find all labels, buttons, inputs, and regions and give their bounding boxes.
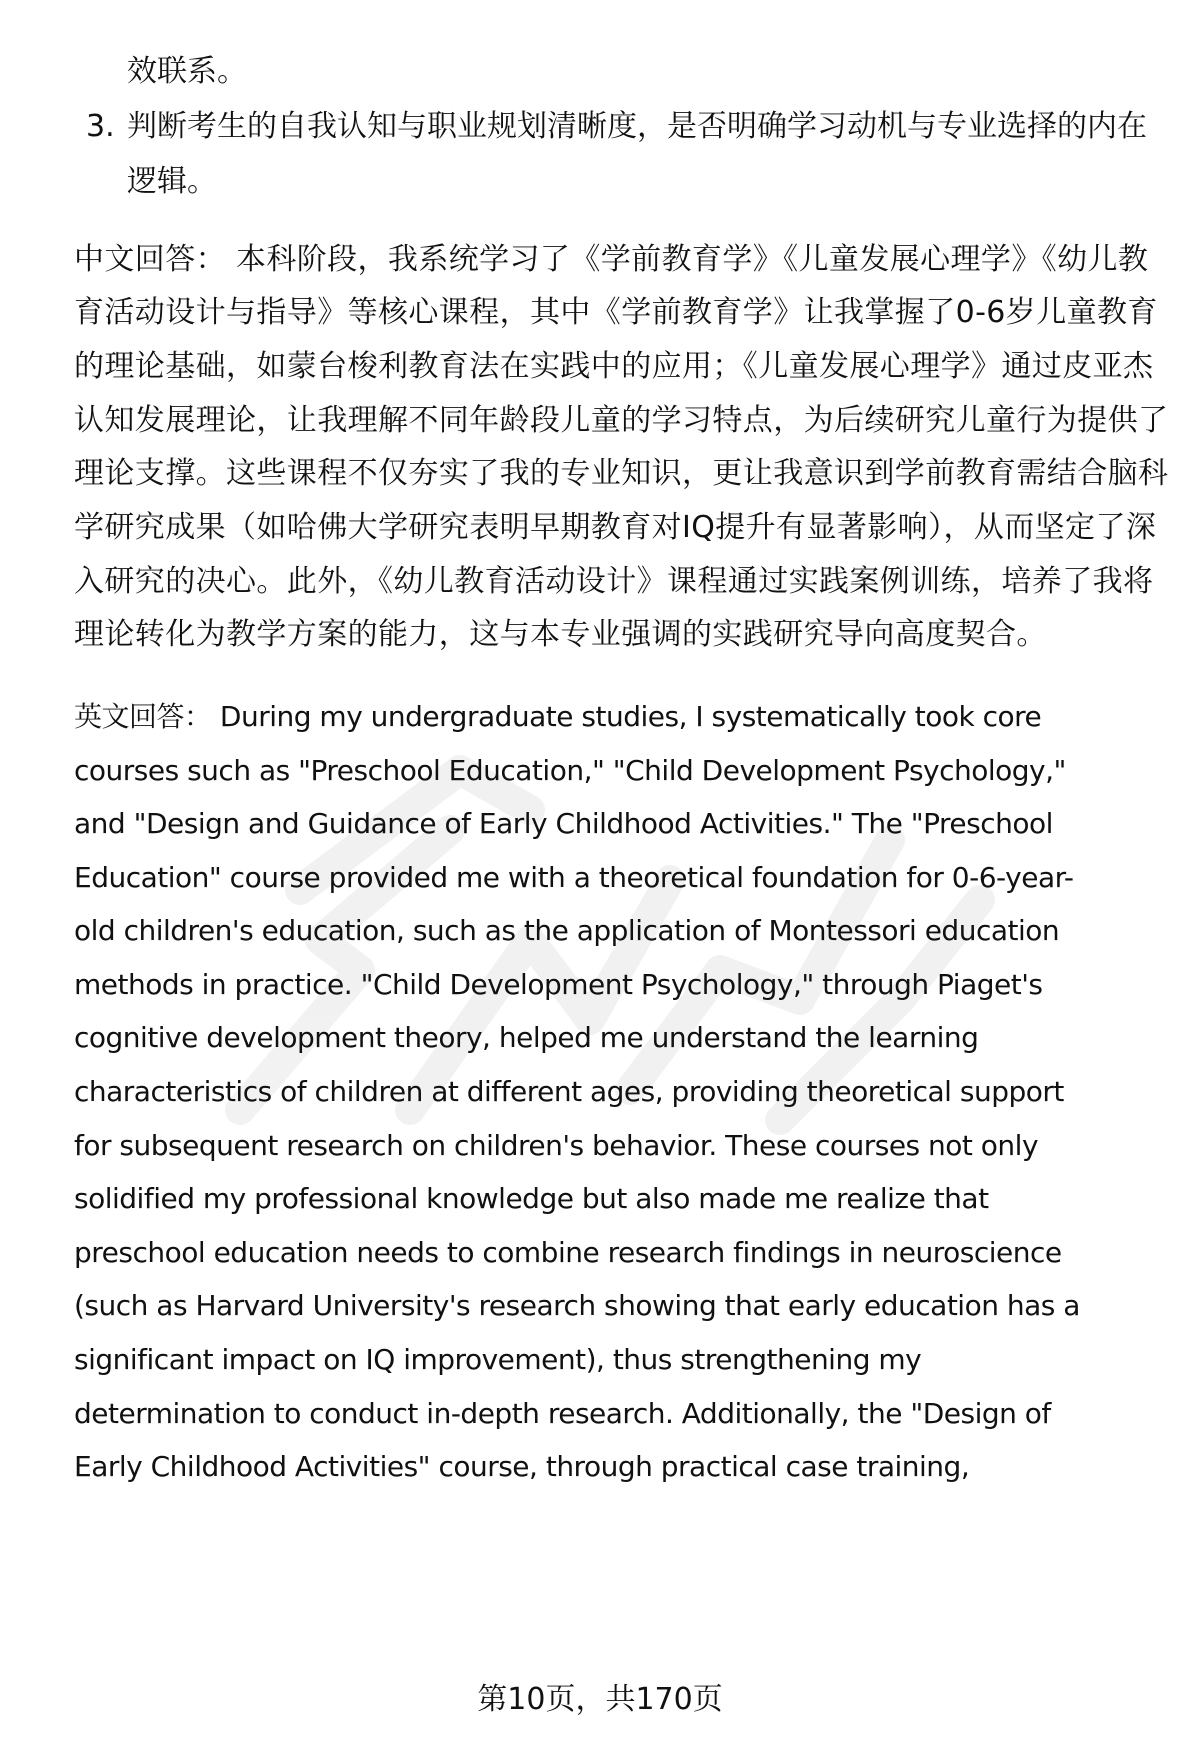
english-answer-line: solidified my professional knowledge but also made me realize that <box>74 1182 989 1215</box>
chinese-answer-line: 理论支撑。这些课程不仅夯实了我的专业知识，更让我意识到学前教育需结合脑科 <box>74 456 1169 491</box>
chinese-answer-line: 理论转化为教学方案的能力，这与本专业强调的实践研究导向高度契合。 <box>74 617 1047 652</box>
english-answer-line: determination to conduct in-depth research. Additionally, the "Design of <box>74 1397 1051 1430</box>
english-answer-line: for subsequent research on children's behavior. These courses not only <box>74 1129 1039 1162</box>
english-answer-line: old children's education, such as the application of Montessori education <box>74 914 1060 947</box>
item3-line: 判断考生的自我认知与职业规划清晰度，是否明确学习动机与专业选择的内在 <box>127 109 1147 144</box>
english-answer-line: (such as Harvard University's research showing that early education has a <box>74 1289 1080 1322</box>
chinese-answer-line: 的理论基础，如蒙台梭利教育法在实践中的应用；《儿童发展心理学》通过皮亚杰 <box>74 349 1154 384</box>
english-answer-line: cognitive development theory, helped me understand the learning <box>74 1021 979 1054</box>
english-answer-line: Early Childhood Activities" course, through practical case training, <box>74 1450 970 1483</box>
english-answer-line: courses such as "Preschool Education," "Child Development Psychology," <box>74 754 1066 787</box>
item3-line: 逻辑。 <box>127 164 217 199</box>
chinese-answer-line: 学研究成果（如哈佛大学研究表明早期教育对IQ提升有显著影响），从而坚定了深 <box>74 510 1157 545</box>
english-answer-line: methods in practice. "Child Development Psychology," through Piaget's <box>74 968 1043 1001</box>
english-answer-line: 英文回答： During my undergraduate studies, I systematically took core <box>74 700 1042 733</box>
item2-continuation: 效联系。 <box>127 54 247 89</box>
english-answer-line: Education" course provided me with a theoretical foundation for 0-6-year- <box>74 861 1074 894</box>
english-answer-line: characteristics of children at different ages, providing theoretical support <box>74 1075 1064 1108</box>
english-answer-line: preschool education needs to combine research findings in neuroscience <box>74 1236 1062 1269</box>
chinese-answer-line: 认知发展理论，让我理解不同年龄段儿童的学习特点，为后续研究儿童行为提供了 <box>74 403 1169 438</box>
page-indicator: 第10页，共170页 <box>477 1682 723 1717</box>
english-answer-line: significant impact on IQ improvement), thus strengthening my <box>74 1343 922 1376</box>
item3-number: 3. <box>86 109 115 144</box>
chinese-answer-line: 育活动设计与指导》等核心课程，其中《学前教育学》让我掌握了0-6岁儿童教育 <box>74 295 1158 330</box>
chinese-answer-line: 入研究的决心。此外，《幼儿教育活动设计》课程通过实践案例训练，培养了我将 <box>74 564 1154 599</box>
english-answer-line: and "Design and Guidance of Early Childhood Activities." The "Preschool <box>74 807 1053 840</box>
chinese-answer-line: 中文回答： 本科阶段，我系统学习了《学前教育学》《儿童发展心理学》《幼儿教 <box>74 242 1149 277</box>
